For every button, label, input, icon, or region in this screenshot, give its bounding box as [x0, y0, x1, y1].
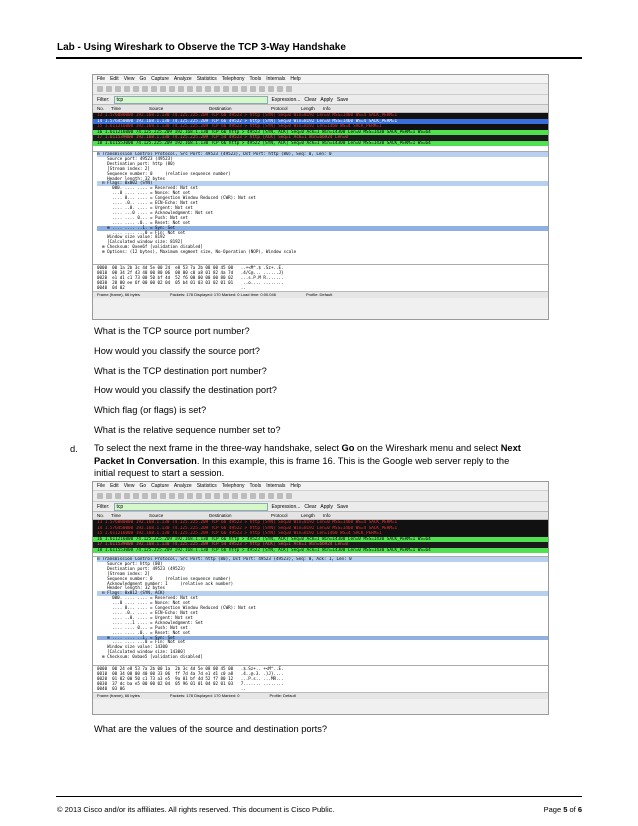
- toolbar-button[interactable]: [196, 86, 202, 92]
- packet-row[interactable]: 15 1.611216000 192.168.1.130 74.125.225.209 TCP 66 49523 > http [SYN] Seq=0 Win=8192 Len=1460 WS=4 SACK_PERM=1: [93, 531, 548, 537]
- detail-line[interactable]: ⊟ Transmission Control Protocol, Src Port: http (80), Dst Port: 49523 (49523), Seq: 0, Ack: 1, Len: 0: [97, 557, 548, 562]
- menu-item[interactable]: Tools: [249, 483, 262, 489]
- detail-line[interactable]: Header length: 32 bytes: [97, 175, 166, 181]
- step-d-go: Go: [341, 443, 355, 453]
- question: Which flag (or flags) is set?: [94, 405, 207, 415]
- toolbar-button[interactable]: [250, 86, 256, 92]
- question: What is the relative sequence number set to?: [94, 425, 281, 435]
- column-header[interactable]: Time: [111, 513, 121, 518]
- page-header: Lab - Using Wireshark to Observe the TCP 3-Way Handshake: [57, 42, 346, 53]
- footer-page: 5: [563, 805, 568, 814]
- question: How would you classify the source port?: [94, 346, 260, 356]
- menu-item[interactable]: Analyze: [173, 483, 192, 489]
- detail-line[interactable]: ...0 .... .... = Nonce: Not set: [97, 190, 191, 196]
- detail-line[interactable]: .... ..0. .... = Urgent: Not set: [97, 614, 193, 620]
- menu-item[interactable]: File: [97, 483, 106, 489]
- toolbar-button[interactable]: [160, 86, 166, 92]
- toolbar-button[interactable]: [97, 86, 103, 92]
- column-header[interactable]: Length: [301, 513, 315, 518]
- menu-item[interactable]: Internals: [266, 483, 286, 489]
- detail-line[interactable]: [Stream index: 2]: [97, 570, 150, 576]
- footer-copyright: © 2013 Cisco and/or its affiliates. All rights reserved. This document is Cisco Public.: [57, 805, 335, 814]
- toolbar-button[interactable]: [250, 493, 256, 499]
- hex-line: 0030 37 dc ba e5 00 00 02 04 05 96 01 01 04 02 01 03 7....... ........: [97, 681, 284, 686]
- column-header[interactable]: Info: [323, 106, 331, 111]
- menu-item[interactable]: Statistics: [196, 76, 217, 82]
- menu-item[interactable]: View: [123, 483, 135, 489]
- step-d-text: [94, 442, 594, 480]
- toolbar-button[interactable]: [241, 493, 247, 499]
- packet-details: [93, 556, 548, 665]
- menu-item[interactable]: Analyze: [173, 76, 192, 82]
- detail-line[interactable]: Sequence number: 0 (relative sequence number): [97, 170, 231, 176]
- menu-item[interactable]: File: [97, 76, 106, 82]
- detail-line[interactable]: Window size value: 8192: [97, 234, 166, 240]
- packet-list-header: [93, 512, 548, 520]
- detail-line[interactable]: Source port: 49523 (49523): [97, 155, 173, 161]
- detail-line[interactable]: [Calculated window size: 14300]: [97, 649, 186, 655]
- filter-label: Filter:: [97, 96, 110, 103]
- status-text: Packets: 178 Displayed: 170 Marked: 0: [169, 693, 240, 698]
- detail-line[interactable]: ⊞ .... .... ..1. = Syn: Set: [97, 226, 548, 231]
- detail-line[interactable]: .... .... .0.. = Reset: Not set: [97, 219, 191, 225]
- step-letter: d.: [70, 444, 78, 454]
- column-header[interactable]: Destination: [209, 513, 232, 518]
- detail-line[interactable]: .... .... ...0 = Fin: Not set: [97, 639, 186, 645]
- menu-item[interactable]: Internals: [266, 76, 286, 82]
- column-header[interactable]: Time: [111, 106, 121, 111]
- packet-list: [93, 113, 548, 151]
- menu-item[interactable]: Telephony: [221, 483, 245, 489]
- filter-button[interactable]: Clear: [304, 96, 317, 103]
- toolbar-button[interactable]: [178, 493, 184, 499]
- detail-line[interactable]: 000. .... .... = Reserved: Not set: [97, 595, 198, 601]
- toolbar-button[interactable]: [223, 86, 229, 92]
- column-header[interactable]: Source: [149, 106, 164, 111]
- column-header[interactable]: Protocol: [271, 513, 288, 518]
- toolbar-button[interactable]: [241, 86, 247, 92]
- toolbar-button[interactable]: [268, 86, 274, 92]
- toolbar-button[interactable]: [151, 493, 157, 499]
- menu-item[interactable]: Capture: [151, 76, 169, 82]
- toolbar-button[interactable]: [223, 493, 229, 499]
- footer-rule: [56, 796, 582, 797]
- question: What are the values of the source and destination ports?: [94, 724, 328, 734]
- footer-page-prefix: Page: [543, 805, 564, 814]
- step-d-next: Next: [500, 443, 521, 453]
- detail-line[interactable]: Source port: http (80): [97, 560, 163, 566]
- toolbar-button[interactable]: [124, 493, 130, 499]
- detail-line[interactable]: Sequence number: 0 (relative sequence number): [97, 575, 231, 581]
- footer-total: 6: [577, 805, 582, 814]
- column-header[interactable]: No.: [97, 106, 105, 111]
- toolbar-button[interactable]: [286, 86, 292, 92]
- detail-line[interactable]: ⊞ Options: (12 bytes), Maximum segment size, No-Operation (NOP), Window scale: [97, 249, 297, 255]
- detail-line[interactable]: Window size value: 14300: [97, 644, 168, 650]
- toolbar-button[interactable]: [142, 493, 148, 499]
- hex-line: 0000 00 24 e8 53 7a 2b 00 1a 2b 3c 4d 5e 08 00 45 00 .$.Sz+.. +<M^..E.: [97, 666, 284, 671]
- toolbar-button[interactable]: [286, 493, 292, 499]
- toolbar-button[interactable]: [196, 493, 202, 499]
- filter-button[interactable]: Save: [336, 96, 349, 103]
- toolbar-button[interactable]: [277, 493, 283, 499]
- toolbar-button[interactable]: [205, 86, 211, 92]
- hex-line: 0010 00 34 00 00 40 00 33 06 ff 7d 4a 7d e1 d1 c0 a8 .4..@.3. .}J}....: [97, 671, 284, 676]
- status-text: Profile: Default: [269, 693, 296, 698]
- filter-button[interactable]: Expression...: [271, 96, 301, 103]
- detail-line[interactable]: .... .0.. .... = ECN-Echo: Not set: [97, 609, 198, 615]
- packet-row[interactable]: 14 1.576450000 192.168.1.130 74.125.225.209 TCP 66 49522 > http [SYN] Seq=0 Win=8192 Len=0 MSS=1460 WS=4 SACK_PERM=1: [93, 119, 548, 125]
- detail-line[interactable]: ⊞ Checksum: 0xbae5 [validation disabled]: [97, 654, 203, 660]
- detail-line[interactable]: ⊞ Checksum: 0xee6f [validation disabled]: [97, 244, 203, 250]
- packet-row[interactable]: 18 1.611553000 74.125.225.209 192.168.1.130 TCP 66 http > 49522 [SYN, ACK] Seq=0 Ack=1 Win=14300 Len=0 MSS=1430 SACK_PERM=1 WS=64: [93, 548, 548, 554]
- toolbar-button[interactable]: [259, 86, 265, 92]
- detail-line[interactable]: Acknowledgment number: 1 (relative ack number): [97, 580, 234, 586]
- toolbar-button[interactable]: [178, 86, 184, 92]
- detail-line[interactable]: Destination port: http (80): [97, 160, 176, 166]
- toolbar-button[interactable]: [187, 493, 193, 499]
- detail-line[interactable]: .... .... 0... = Push: Not set: [97, 214, 188, 220]
- menu-item[interactable]: Edit: [110, 483, 119, 489]
- footer-page-number: [544, 805, 582, 814]
- menu-item[interactable]: Edit: [110, 76, 119, 82]
- packet-row[interactable]: 18 1.611553000 74.125.225.209 192.168.1.130 TCP 66 http > 49522 [SYN, ACK] Seq=0 Ack=1 Win=14300 Len=0 MSS=1430 SACK_PERM=1 WS=64: [93, 141, 548, 147]
- hex-line: 0000 00 1a 2b 3c 4d 5e 00 24 e8 53 7a 2b 08 00 45 00 ..+<M^.$ .Sz+..E.: [97, 265, 284, 270]
- detail-line[interactable]: 000. .... .... = Reserved: Not set: [97, 185, 198, 191]
- step-d-line3: initial request to start a session.: [94, 468, 225, 478]
- toolbar-button[interactable]: [133, 86, 139, 92]
- step-d-line2: . In this example, this is frame 16. This is the Google web server reply to the: [196, 455, 510, 466]
- packet-row[interactable]: 15 1.611216000 192.168.1.130 74.125.225.209 TCP 66 49523 > http [SYN] Seq=0 Win=8192 Len=1460 WS=4 SACK_PERM=1: [93, 124, 548, 130]
- step-d-packet-in-conversation: Packet In Conversation: [94, 455, 197, 466]
- menu-item[interactable]: Statistics: [196, 483, 217, 489]
- packet-list-header: [93, 105, 548, 113]
- hex-line: 0010 00 34 2f 43 40 00 80 06 00 00 c0 a8 01 82 4a 7d .4/C@... ......J}: [97, 270, 284, 275]
- hex-line: 0020 e1 d1 c1 73 00 50 bf 4d 52 f6 00 00 00 00 80 02 ...s.P.M R.......: [97, 275, 284, 280]
- menu-item[interactable]: Help: [290, 76, 301, 82]
- question: What is the TCP source port number?: [94, 326, 250, 336]
- detail-line[interactable]: .... ...0 .... = Acknowledgment: Not set: [97, 209, 213, 215]
- filter-button[interactable]: Apply: [320, 96, 333, 103]
- filter-bar: [93, 502, 548, 512]
- header-rule: [56, 57, 582, 59]
- toolbar-button[interactable]: [115, 86, 121, 92]
- filter-input[interactable]: tcp: [114, 96, 268, 104]
- detail-line[interactable]: ⊟ Flags: 0x012 (SYN, ACK): [97, 591, 548, 596]
- detail-line[interactable]: .... .... 0... = Push: Not set: [97, 624, 188, 630]
- filter-button[interactable]: Expression...: [271, 503, 301, 510]
- detail-line[interactable]: [Calculated window size: 8192]: [97, 239, 183, 245]
- wireshark-screenshot-2: [92, 481, 549, 715]
- toolbar-button[interactable]: [232, 86, 238, 92]
- toolbar-button[interactable]: [214, 86, 220, 92]
- detail-line[interactable]: .... .0.. .... = ECN-Echo: Not set: [97, 200, 198, 206]
- column-header[interactable]: Source: [149, 513, 164, 518]
- packet-bytes: [93, 665, 548, 692]
- filter-button[interactable]: Apply: [320, 503, 333, 510]
- packet-row[interactable]: 13 1.576080000 192.168.1.130 74.125.225.209 TCP 66 49523 > http [SYN] Seq=0 Win=8192 Len=0 MSS=1460 WS=4 SACK_PERM=1: [93, 520, 548, 526]
- detail-line[interactable]: .... .... .0.. = Reset: Not set: [97, 629, 191, 635]
- packet-row[interactable]: 16 1.611216000 74.125.225.209 192.168.1.130 TCP 66 http > 49523 [SYN, ACK] Seq=0 Ack=1 Win=14300 Len=0 MSS=1430 SACK_PERM=1 WS=64: [93, 537, 548, 543]
- footer-page-of: of: [567, 805, 578, 814]
- toolbar-button[interactable]: [259, 493, 265, 499]
- filter-label: Filter:: [97, 503, 110, 510]
- detail-line[interactable]: .... ...1 .... = Acknowledgment: Set: [97, 619, 203, 625]
- toolbar-button[interactable]: [142, 86, 148, 92]
- packet-bytes: [93, 264, 548, 291]
- column-header[interactable]: Length: [301, 106, 315, 111]
- column-header[interactable]: No.: [97, 513, 105, 518]
- toolbar-button[interactable]: [169, 86, 175, 92]
- detail-line[interactable]: ⊟ Flags: 0x002 (SYN): [97, 181, 548, 186]
- status-text: Packets: 178 Displayed: 170 Marked: 0 Load time: 0:00.046: [169, 292, 276, 297]
- packet-row[interactable]: 16 1.611216000 74.125.225.209 192.168.1.130 TCP 66 http > 49523 [SYN, ACK] Seq=0 Ack=1 Win=14300 Len=0 MSS=1430 SACK_PERM=1 WS=64: [93, 130, 548, 136]
- toolbar-button[interactable]: [232, 493, 238, 499]
- toolbar-button[interactable]: [151, 86, 157, 92]
- packet-row[interactable]: 13 1.576080000 192.168.1.130 74.125.225.209 TCP 66 49523 > http [SYN] Seq=0 Win=8192 Len=0 MSS=1460 WS=4 SACK_PERM=1: [93, 113, 548, 119]
- filter-input[interactable]: tcp: [114, 503, 268, 511]
- status-text: Frame (frame), 66 bytes: [97, 292, 140, 297]
- step-d-line1-a: To select the next frame in the three-way handshake, select: [94, 443, 342, 453]
- detail-line[interactable]: .... .... ...0 = Fin: Not set: [97, 229, 186, 235]
- menubar: [93, 75, 548, 84]
- detail-line[interactable]: ⊟ Transmission Control Protocol, Src Port: 49523 (49523), Dst Port: http (80), Seq: 0, Len: 0: [97, 152, 548, 157]
- toolbar-button[interactable]: [277, 86, 283, 92]
- menubar: [93, 482, 548, 491]
- question: How would you classify the destination port?: [94, 385, 277, 395]
- toolbar: [93, 84, 548, 95]
- toolbar-button[interactable]: [106, 86, 112, 92]
- packet-row[interactable]: 17 1.611539000 192.168.1.130 74.125.225.209 TCP 54 49523 > http [ACK] Seq=1 Ack=1 Win=66924 Len=0: [93, 542, 548, 548]
- menu-item[interactable]: Tools: [249, 76, 262, 82]
- menu-item[interactable]: Go: [139, 483, 147, 489]
- menu-item[interactable]: Capture: [151, 483, 169, 489]
- hex-line: 0040 04 02 ..: [97, 285, 246, 290]
- filter-button[interactable]: Save: [336, 503, 349, 510]
- toolbar-button[interactable]: [205, 493, 211, 499]
- detail-line[interactable]: .... 0... .... = Congestion Window Reduced (CWR): Not set: [97, 605, 256, 611]
- column-header[interactable]: Protocol: [271, 106, 288, 111]
- packet-row[interactable]: 17 1.611539000 192.168.1.130 74.125.225.209 TCP 54 49523 > http [ACK] Seq=1 Ack=1 Win=66924 Len=0: [93, 135, 548, 141]
- filter-bar: [93, 95, 548, 105]
- toolbar-button[interactable]: [133, 493, 139, 499]
- question: What is the TCP destination port number?: [94, 366, 267, 376]
- toolbar-button[interactable]: [268, 493, 274, 499]
- filter-button[interactable]: Clear: [304, 503, 317, 510]
- menu-item[interactable]: View: [123, 76, 135, 82]
- toolbar-button[interactable]: [169, 493, 175, 499]
- menu-item[interactable]: Telephony: [221, 76, 245, 82]
- packet-details: [93, 151, 548, 264]
- wireshark-screenshot-1: [92, 74, 549, 320]
- column-header[interactable]: Info: [323, 513, 331, 518]
- hex-line: 0020 01 82 00 50 c1 73 a3 e5 9a 01 bf 4d 52 f7 80 12 ...P.s.. ...MR...: [97, 676, 284, 681]
- detail-line[interactable]: [Stream index: 2]: [97, 165, 150, 171]
- status-bar: [93, 291, 548, 298]
- hex-line: 0030 20 00 ee 6f 00 00 02 04 05 b4 01 03 03 02 01 01 ..o.... ........: [97, 280, 284, 285]
- packet-row[interactable]: 14 1.576450000 192.168.1.130 74.125.225.209 TCP 66 49522 > http [SYN] Seq=0 Win=8192 Len=0 MSS=1460 WS=4 SACK_PERM=1: [93, 526, 548, 532]
- detail-line[interactable]: Header length: 32 bytes: [97, 585, 166, 591]
- toolbar: [93, 491, 548, 502]
- toolbar-button[interactable]: [97, 493, 103, 499]
- menu-item[interactable]: Go: [139, 76, 147, 82]
- status-text: Profile: Default: [305, 292, 333, 297]
- step-d-line1-b: on the Wireshark menu and select: [354, 443, 501, 453]
- detail-line[interactable]: ...0 .... .... = Nonce: Not set: [97, 600, 191, 606]
- detail-line[interactable]: ⊞ .... .... ..1. = Syn: Set: [97, 636, 548, 641]
- toolbar-button[interactable]: [160, 493, 166, 499]
- detail-line[interactable]: .... ..0. .... = Urgent: Not set: [97, 204, 193, 210]
- toolbar-button[interactable]: [106, 493, 112, 499]
- detail-line[interactable]: Destination port: 49523 (49523): [97, 565, 186, 571]
- detail-line[interactable]: .... 0... .... = Congestion Window Reduced (CWR): Not set: [97, 195, 256, 201]
- status-text: Frame (frame), 66 bytes: [97, 693, 140, 698]
- toolbar-button[interactable]: [214, 493, 220, 499]
- toolbar-button[interactable]: [124, 86, 130, 92]
- packet-list: [93, 520, 548, 556]
- status-bar: [93, 692, 548, 699]
- menu-item[interactable]: Help: [290, 483, 301, 489]
- column-header[interactable]: Destination: [209, 106, 232, 111]
- hex-line: 0040 03 06 ..: [97, 686, 246, 691]
- toolbar-button[interactable]: [187, 86, 193, 92]
- toolbar-button[interactable]: [115, 493, 121, 499]
